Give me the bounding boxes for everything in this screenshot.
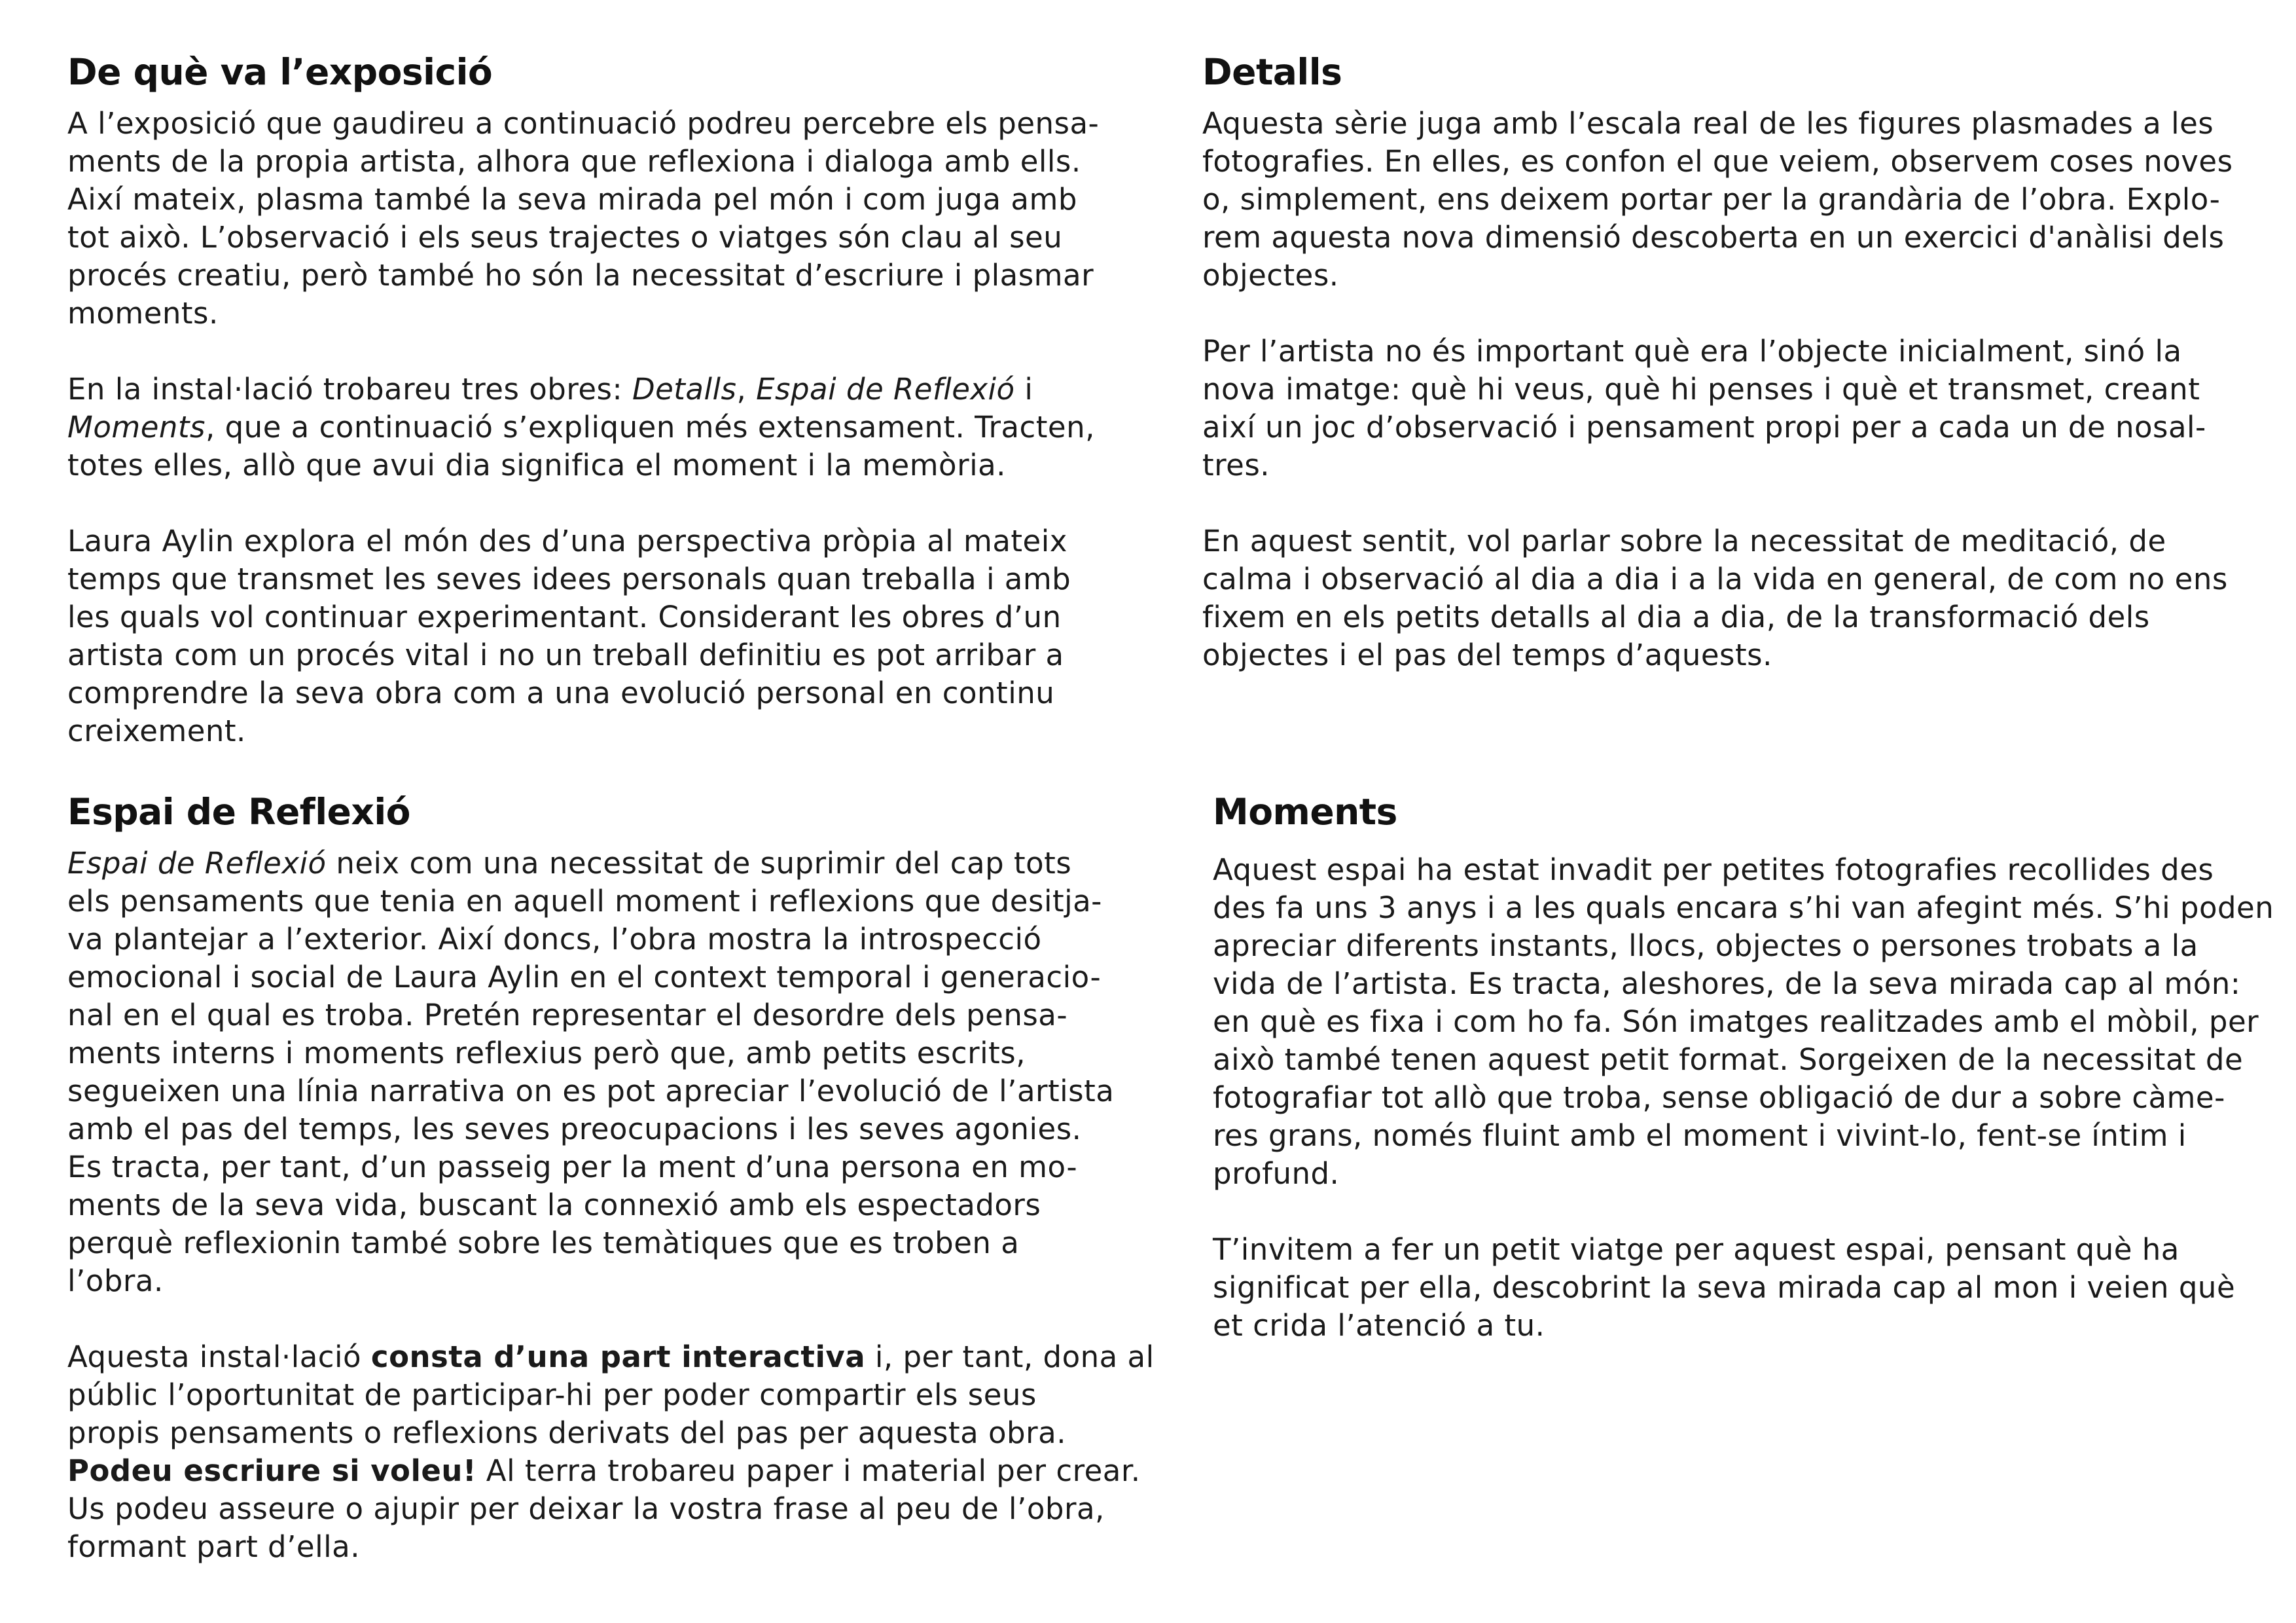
text-line [67, 409, 1128, 447]
text-line: des fa uns 3 anys i a les quals encara s’hi van afegint més. S’hi poden [1213, 890, 2274, 925]
text-line: l’obra. [67, 1264, 164, 1298]
paragraph [1213, 1231, 2273, 1345]
text-line: A l’exposició que gaudireu a continuació podreu percebre els pensa- [67, 106, 1100, 141]
text-line: ments interns i moments reflexius però que, amb petits escrits, [67, 1036, 1026, 1070]
text-line [67, 371, 1128, 409]
text-line: fixem en els petits detalls al dia a dia, de la transformació dels [1202, 600, 2150, 634]
section-espai-de-reflexio [67, 786, 1155, 1566]
text-line: amb el pas del temps, les seves preocupacions i les seves agonies. [67, 1112, 1082, 1146]
text-line: emocional i social de Laura Aylin en el context temporal i generacio- [67, 960, 1102, 994]
section-detalls [1202, 46, 2263, 674]
text-line: Es tracta, per tant, d’un passeig per la ment d’una persona en mo- [67, 1150, 1078, 1184]
text: , que a continuació s’expliquen més extensament. Tracten, [206, 410, 1095, 445]
work-title: Moments [67, 410, 206, 445]
text: , [736, 372, 757, 407]
work-title: Detalls [632, 372, 737, 407]
emphasis-text: consta d’una part interactiva [370, 1340, 866, 1374]
paragraph [1202, 105, 2263, 295]
text-line: significat per ella, descobrint la seva mirada cap al mon i veien què [1213, 1270, 2236, 1305]
paragraph [1213, 851, 2273, 1193]
text: i, per tant, dona al [865, 1340, 1155, 1374]
text-line: moments. [67, 296, 219, 331]
text-line: Us podeu asseure o ajupir per deixar la vostra frase al peu de l’obra, [67, 1491, 1105, 1526]
text-line: Així mateix, plasma també la seva mirada pel món i com juga amb [67, 182, 1077, 217]
text-line: fotografies. En elles, es confon el que veiem, observem coses noves [1202, 144, 2233, 179]
text-line: nal en el qual es troba. Pretén representar el desordre dels pensa- [67, 998, 1068, 1032]
text-line: En aquest sentit, vol parlar sobre la necessitat de meditació, de [1202, 524, 2166, 558]
text-line: procés creatiu, però també ho són la necessitat d’escriure i plasmar [67, 258, 1094, 293]
text-line: tres. [1202, 448, 1270, 483]
text-line: vida de l’artista. Es tracta, aleshores, de la seva mirada cap al món: [1213, 966, 2241, 1001]
text-line: res grans, només fluint amb el moment i vivint-lo, fent-se íntim i [1213, 1118, 2187, 1153]
text-line: objectes. [1202, 258, 1339, 293]
text-line: propis pensaments o reflexions derivats del pas per aquesta obra. [67, 1415, 1067, 1450]
section-exposicio [67, 46, 1128, 750]
paragraph [67, 845, 1128, 1300]
text-line: públic l’oportunitat de participar-hi per poder compartir els seus [67, 1377, 1037, 1412]
text: Aquesta instal·lació [67, 1340, 371, 1374]
text-line: et crida l’atenció a tu. [1213, 1308, 1545, 1343]
text-line: Laura Aylin explora el món des d’una perspectiva pròpia al mateix [67, 524, 1067, 558]
paragraph [67, 105, 1128, 333]
text-line: això també tenen aquest petit format. Sorgeixen de la necessitat de [1213, 1042, 2244, 1077]
text-line [67, 1452, 1141, 1490]
work-title: Espai de Reflexió [67, 846, 327, 881]
text-line: comprendre la seva obra com a una evolució personal en continu [67, 676, 1055, 710]
section-title: Moments [1213, 791, 1397, 833]
paragraph [67, 522, 1128, 750]
text-line: rem aquesta nova dimensió descoberta en un exercici d'anàlisi dels [1202, 220, 2225, 255]
text: neix com una necessitat de suprimir del cap tots [326, 846, 1072, 881]
text-line: Per l’artista no és important què era l’objecte inicialment, sinó la [1202, 334, 2182, 369]
text-line: T’invitem a fer un petit viatge per aquest espai, pensant què ha [1213, 1232, 2179, 1267]
text-line: profund. [1213, 1156, 1340, 1191]
text-line: segueixen una línia narrativa on es pot apreciar l’evolució de l’artista [67, 1074, 1115, 1108]
text-line: Aquest espai ha estat invadit per petites fotografies recollides des [1213, 852, 2214, 887]
paragraph [67, 1338, 1155, 1566]
text-line: temps que transmet les seves idees personals quan treballa i amb [67, 562, 1071, 596]
text-line: objectes i el pas del temps d’aquests. [1202, 638, 1772, 672]
section-title: De què va l’exposició [67, 51, 493, 93]
text-line: totes elles, allò que avui dia significa el moment i la memòria. [67, 448, 1006, 483]
text-line: o, simplement, ens deixem portar per la grandària de l’obra. Explo- [1202, 182, 2221, 217]
paragraph [1202, 333, 2263, 484]
text-line: Aquesta sèrie juga amb l’escala real de les figures plasmades a les [1202, 106, 2214, 141]
text: En la instal·lació trobareu tres obres: [67, 372, 632, 407]
section-title: Espai de Reflexió [67, 791, 410, 833]
text-line: artista com un procés vital i no un treball definitiu es pot arribar a [67, 638, 1064, 672]
text-line: els pensaments que tenia en aquell moment i reflexions que desitja- [67, 884, 1102, 919]
text-line [67, 845, 1128, 883]
text-line: ments de la seva vida, buscant la connexió amb els espectadors [67, 1188, 1041, 1222]
text-line: creixement. [67, 714, 246, 748]
work-title: Espai de Reflexió [756, 372, 1015, 407]
section-title: Detalls [1202, 51, 1342, 93]
paragraph [1202, 522, 2263, 674]
text: i [1014, 372, 1033, 407]
text-line: en què es fixa i com ho fa. Són imatges realitzades amb el mòbil, per [1213, 1004, 2259, 1039]
emphasis-text: Podeu escriure si voleu! [67, 1453, 476, 1488]
text-line: formant part d’ella. [67, 1529, 360, 1564]
text-line: apreciar diferents instants, llocs, objectes o persones trobats a la [1213, 928, 2198, 963]
text-line: fotografiar tot allò que troba, sense obligació de dur a sobre càme- [1213, 1080, 2225, 1115]
paragraph [67, 371, 1128, 484]
section-moments [1213, 786, 2273, 1345]
text-line: tot això. L’observació i els seus trajectes o viatges són clau al seu [67, 220, 1063, 255]
text-line: nova imatge: què hi veus, què hi penses i què et transmet, creant [1202, 372, 2200, 407]
text-line: ments de la propia artista, alhora que reflexiona i dialoga amb ells. [67, 144, 1081, 179]
text: Al terra trobareu paper i material per crear. [476, 1453, 1141, 1488]
text-line: calma i observació al dia a dia i a la vida en general, de com no ens [1202, 562, 2228, 596]
text-line: perquè reflexionin també sobre les temàtiques que es troben a [67, 1226, 1020, 1260]
text-line [67, 1338, 1155, 1376]
text-line: les quals vol continuar experimentant. Considerant les obres d’un [67, 600, 1062, 634]
text-line: va plantejar a l’exterior. Així doncs, l’obra mostra la introspecció [67, 922, 1042, 957]
text-line: així un joc d’observació i pensament propi per a cada un de nosal- [1202, 410, 2206, 445]
